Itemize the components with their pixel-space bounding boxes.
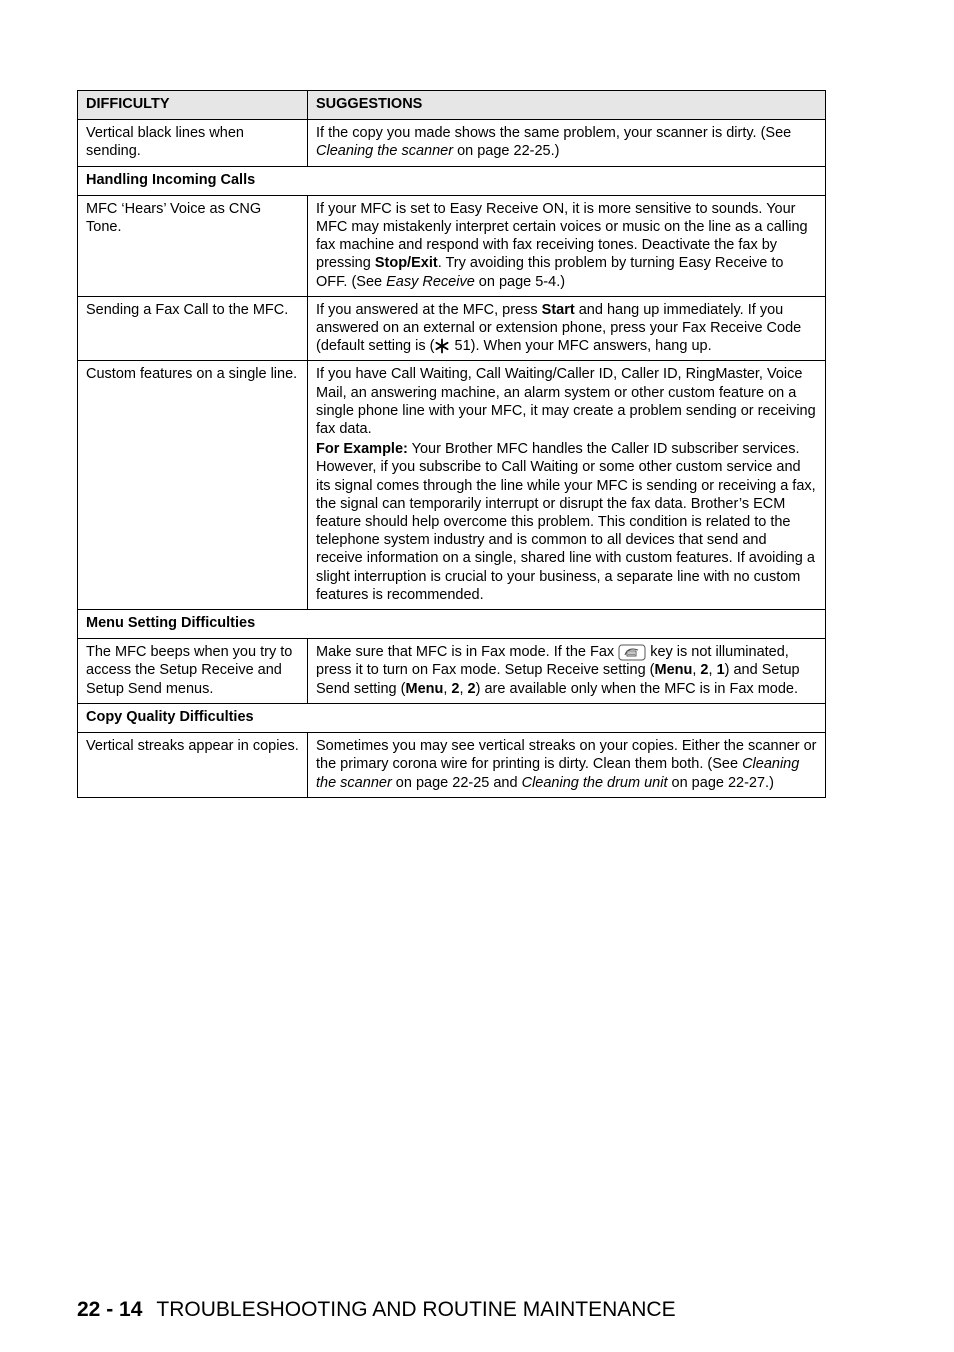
table-header-row: [78, 91, 826, 120]
suggestion-paragraph: If you have Call Waiting, Call Waiting/Caller ID, Caller ID, RingMaster, Voice Mail, an answering machine, an alarm system or other custom feature on a single phone line with your MFC, it may create a problem sending or receiving fax data.: [316, 366, 816, 438]
section-title-menu-setting: Menu Setting Difficulties: [78, 610, 826, 639]
suggestion-cell: [308, 361, 826, 610]
suggestion-text: key is not illuminated, press it to turn on Fax mode. Setup Receive setting (: [316, 644, 789, 679]
suggestion-text: If the copy you made shows the same problem, your scanner is dirty. (See: [316, 125, 792, 142]
cross-reference: Cleaning the scanner: [316, 143, 454, 160]
key-name: Start: [541, 301, 575, 318]
difficulty-cell: The MFC beeps when you try to access the Setup Receive and Setup Send menus.: [78, 639, 308, 704]
difficulty-cell: Vertical black lines when sending.: [78, 120, 308, 166]
example-paragraph: [316, 440, 817, 604]
suggestions-column-header: SUGGESTIONS: [308, 91, 826, 120]
suggestion-text: Make sure that MFC is in Fax mode. If the Fax: [316, 644, 619, 661]
key-name: 2: [451, 680, 460, 697]
key-name: Menu: [405, 680, 444, 697]
troubleshooting-table: [77, 90, 826, 798]
cross-reference: Cleaning the drum unit: [521, 774, 668, 791]
suggestion-cell: [308, 195, 826, 296]
suggestion-cell: [308, 296, 826, 361]
suggestion-text: on page 5-4.): [474, 273, 566, 290]
key-name: 2: [467, 680, 476, 697]
section-header-row: [78, 166, 826, 195]
separator-text: ,: [692, 662, 701, 679]
table-row: [78, 733, 826, 798]
table-row: [78, 361, 826, 610]
difficulty-cell: Custom features on a single line.: [78, 361, 308, 610]
suggestion-cell: [308, 639, 826, 704]
example-text: Your Brother MFC handles the Caller ID subscriber services. However, if you subscribe to Call Waiting or some other custom service and its signal comes through the line while your MFC is sending or receiving a fax, the signal can temporarily interrupt or disrupt the fax data. Brother’s ECM feature should help overcome this problem. This condition is related to the telephone system industry and is common to all devices that send and receive information on a single, shared line with custom features. If avoiding a slight interruption is crucial to your business, a separate line with no custom features is recommended.: [316, 441, 816, 603]
suggestion-text: ) and Setup Send setting (: [316, 662, 800, 697]
section-header-row: [78, 703, 826, 732]
difficulty-cell: Sending a Fax Call to the MFC.: [78, 296, 308, 361]
suggestion-text: on page 22-25 and: [391, 774, 522, 791]
star-key-icon: [434, 338, 450, 354]
section-header-row: [78, 610, 826, 639]
difficulty-cell: MFC ‘Hears’ Voice as CNG Tone.: [78, 195, 308, 296]
suggestion-text: on page 22-25.): [453, 143, 560, 160]
key-name: Stop/Exit: [374, 255, 438, 272]
section-title-incoming-calls: Handling Incoming Calls: [78, 166, 826, 195]
difficulty-cell: Vertical streaks appear in copies.: [78, 733, 308, 798]
suggestion-text: and hang up immediately. If you answered on an external or extension phone, press your Fax Receive Code (default setting is (: [316, 301, 802, 355]
suggestion-cell: [308, 120, 826, 166]
fax-key-icon: [618, 644, 646, 661]
separator-text: ,: [708, 662, 717, 679]
suggestion-text: ) are available only when the MFC is in Fax mode.: [475, 680, 798, 697]
chapter-title: TROUBLESHOOTING AND ROUTINE MAINTENANCE: [156, 1298, 676, 1321]
cross-reference: Cleaning the scanner: [316, 756, 800, 791]
table-row: [78, 195, 826, 296]
separator-text: ,: [459, 680, 468, 697]
suggestion-text: on page 22-27.): [667, 774, 774, 791]
suggestion-text: Sometimes you may see vertical streaks on your copies. Either the scanner or the primary corona wire for printing is dirty. Clean them both. (See: [316, 738, 817, 773]
key-name: Menu: [654, 662, 693, 679]
key-name: 1: [716, 662, 725, 679]
suggestion-text: . Try avoiding this problem by turning Easy Receive to OFF. (See: [316, 255, 784, 290]
table-row: [78, 296, 826, 361]
difficulty-column-header: DIFFICULTY: [78, 91, 308, 120]
separator-text: ,: [443, 680, 452, 697]
example-label: For Example:: [316, 441, 408, 458]
table-row: [78, 639, 826, 704]
suggestion-text: If you answered at the MFC, press: [316, 301, 542, 318]
suggestion-text: 51). When your MFC answers, hang up.: [450, 338, 712, 355]
cross-reference: Easy Receive: [386, 273, 475, 290]
key-name: 2: [700, 662, 709, 679]
suggestion-cell: [308, 733, 826, 798]
suggestion-text: If your MFC is set to Easy Receive ON, it is more sensitive to sounds. Your MFC may mistakenly interpret certain voices or music on the line as a calling fax machine and respond with fax receiving tones. Deactivate the fax by pressing: [316, 200, 808, 272]
section-title-copy-quality: Copy Quality Difficulties: [78, 703, 826, 732]
page-number: 22 - 14: [77, 1298, 143, 1321]
page-footer: [77, 1298, 676, 1322]
table-row: [78, 120, 826, 166]
